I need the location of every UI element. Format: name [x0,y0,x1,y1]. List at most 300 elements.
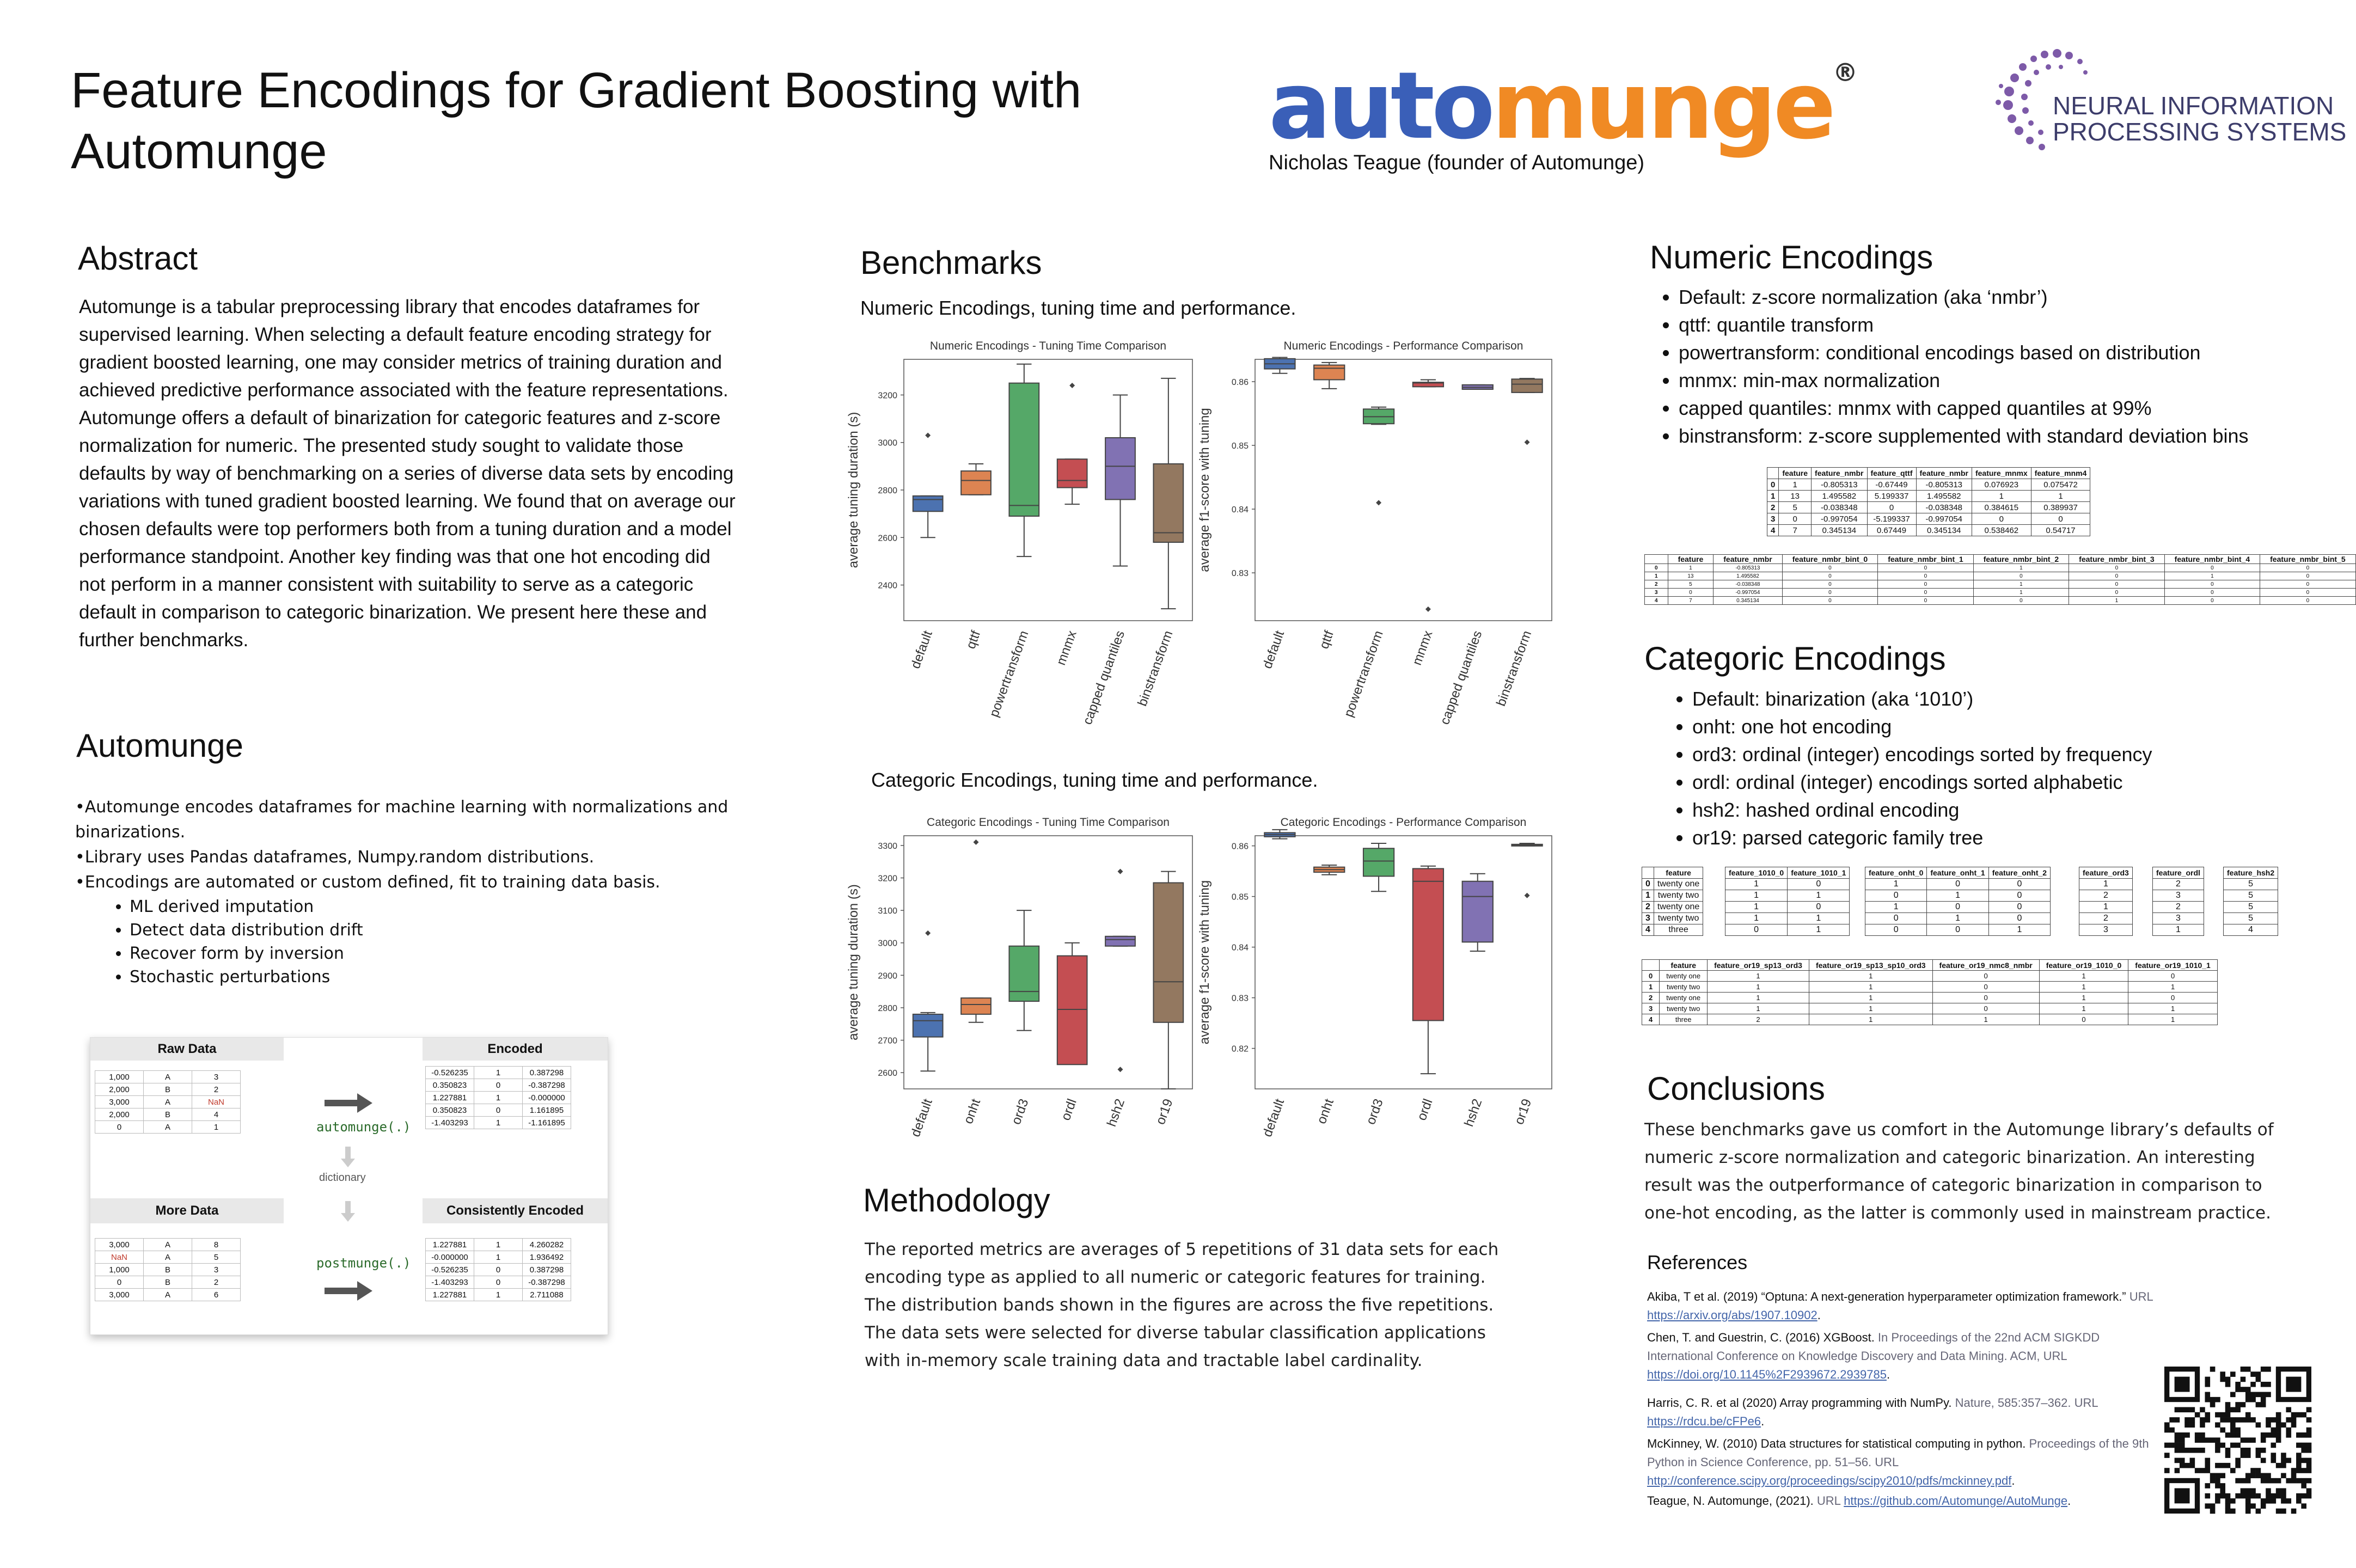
y-tick-label: 2800 [878,1003,897,1013]
y-tick-label: 0.83 [1231,569,1249,579]
table-cell: B [144,1276,192,1289]
encoding-demo-figure [90,1037,608,1335]
y-tick-label: 2800 [878,486,897,495]
abstract-heading: Abstract [78,240,198,277]
y-tick-label: 0.83 [1231,994,1249,1003]
outlier [1118,869,1123,874]
table-cell: 2 [2079,890,2133,902]
table-row [1642,902,1703,913]
table-cell: 1 [1788,890,1850,902]
table-cell: 0 [1927,902,1988,913]
outlier [1118,1067,1123,1072]
table-cell: 0 [1878,564,1973,572]
table-header: feature_or19_sp13_ord3 [1708,960,1809,971]
categoric-item: • Default: binarization (aka ‘1010’) [1692,685,2346,713]
outlier [1525,439,1530,445]
table-cell: 0 [1973,572,2069,580]
table-row [2079,879,2133,890]
table-cell: 2 [1708,1014,1809,1025]
categoric-item: • hsh2: hashed ordinal encoding [1692,796,2346,824]
table-cell: 2 [2079,913,2133,924]
table-cell: 2 [192,1083,241,1096]
table-cell: 0 [1788,879,1850,890]
table-cell: -0.997054 [1916,513,1972,525]
table-cell: 0 [1668,589,1714,597]
table-cell: 0.345134 [1714,597,1782,605]
numeric-item: • capped quantiles: mnmx with capped quantiles at 99% [1679,394,2348,422]
table-cell: 1 [1865,879,1927,890]
table-header: feature_onht_0 [1865,867,1927,879]
table-cell: 1 [1725,913,1788,924]
encoded-row [426,1079,571,1092]
numeric-performance-chart [1197,332,1568,746]
chart-title: Categoric Encodings - Performance Comparison [1280,816,1527,829]
raw-data-title: Raw Data [90,1038,284,1061]
table-cell: 0.350823 [426,1079,474,1092]
table-cell: 1 [1973,589,2069,597]
x-tick-label: mnmx [1054,628,1080,667]
table-cell: 0 [2164,580,2260,589]
arrow-down-icon [340,1147,356,1168]
x-tick-label: default [908,1097,935,1139]
chart-title: Numeric Encodings - Tuning Time Comparison [929,340,1167,352]
table-cell: twenty one [1660,971,1708,982]
outlier [925,930,931,936]
table-header: feature_mnm4 [2031,468,2090,479]
table-cell: -0.997054 [1714,589,1782,597]
table-row [1767,502,2090,513]
categoric-caption: Categoric Encodings, tuning time and performance. [871,769,1318,791]
table-cell: 3 [1642,1003,1660,1014]
reference-link[interactable]: https://doi.org/10.1145%2F2939672.2939785 [1647,1368,1887,1381]
outlier [974,840,979,845]
table-row [1767,491,2090,502]
encoded-table [425,1066,571,1129]
table-cell: 1 [474,1239,523,1251]
table-header: feature_nmbr_bint_1 [1878,555,1973,564]
table-row [1642,924,1703,936]
table-cell: 4 [2224,924,2278,936]
table-header [1645,555,1668,564]
numeric-table-1 [1767,467,2090,536]
encoded-row [426,1104,571,1117]
table-cell: 1 [474,1092,523,1104]
table-cell: 2 [1645,580,1668,589]
table-header: feature_1010_1 [1788,867,1850,879]
table-cell: 1 [1927,890,1988,902]
box-hsh2 [1105,869,1135,1073]
table-cell: 1 [2164,572,2260,580]
table-cell: 13 [1668,572,1714,580]
plot-frame [1255,359,1552,621]
table-cell: 2 [1767,502,1779,513]
table-cell: -0.000000 [426,1251,474,1264]
table-cell: 5 [2224,890,2278,902]
table-cell: 0 [1867,502,1916,513]
table-row [1865,902,2051,913]
y-tick-label: 2600 [878,534,897,543]
table-row [1767,513,2090,525]
table-cell: 0 [2069,572,2164,580]
table-cell: 0 [1988,879,2050,890]
table-cell: 1 [1932,1014,2039,1025]
table-cell: NaN [192,1096,241,1108]
table-cell: 1 [1788,924,1850,936]
table-cell: -0.000000 [523,1092,571,1104]
x-tick-label: capped quantiles [1437,628,1485,727]
table-header: feature_nmbr_bint_2 [1973,555,2069,564]
table-cell: -0.387298 [523,1079,571,1092]
table-cell: 1 [1988,924,2050,936]
table-cell: 1 [1725,879,1788,890]
table-cell: 0.387298 [523,1264,571,1276]
table-cell: 0 [2128,971,2218,982]
categoric-heading: Categoric Encodings [1644,640,1946,677]
box-binstransform [1153,378,1183,609]
table-cell: 4 [1642,1014,1660,1025]
table-cell: 4 [192,1108,241,1121]
raw-row [95,1121,241,1134]
table-cell: 0.075472 [2031,479,2090,491]
x-tick-label: hsh2 [1461,1097,1485,1129]
table-row [1725,890,1850,902]
table-cell: 0 [1972,513,2031,525]
table-cell: 1 [474,1289,523,1301]
x-tick-label: hsh2 [1104,1097,1128,1129]
box-onht [961,840,991,1022]
raw-row [95,1083,241,1096]
table-cell: 0 [1782,597,1877,605]
table-cell: 1 [1809,1014,1932,1025]
y-tick-label: 2900 [878,971,897,981]
box-ordl [1413,866,1443,1074]
y-tick-label: 3200 [878,391,897,401]
table-cell: 0 [1988,913,2050,924]
box-binstransform [1511,378,1542,445]
categoric-item: • or19: parsed categoric family tree [1692,824,2346,852]
table-cell: -0.038348 [1812,502,1867,513]
automunge-subitem: • ML derived imputation [130,895,729,918]
table-cell: 1 [1788,913,1850,924]
author: Nicholas Teague (founder of Automunge) [1269,151,1645,174]
table-cell: 0 [2260,589,2355,597]
box-default [913,930,943,1071]
table-cell: 1 [1642,890,1654,902]
consistent-table [425,1238,571,1301]
table-cell: 3 [1642,913,1654,924]
nips-logo-text: NEURAL INFORMATION PROCESSING SYSTEMS [2053,91,2347,146]
table-row [1645,564,2356,572]
table-cell: 0 [2164,564,2260,572]
table-row [2224,879,2278,890]
table-cell: 5 [2224,902,2278,913]
table-header: feature_or19_sp13_sp10_ord3 [1809,960,1932,971]
box-hsh2 [1462,874,1493,951]
box-qttf [961,464,991,495]
table-header: feature_nmbr [1714,555,1782,564]
table-cell: 1.936492 [523,1251,571,1264]
table-row [1642,890,1703,902]
reference-link[interactable]: http://conference.scipy.org/proceedings/scipy2010/pdfs/mckinney.pdf [1647,1474,2012,1487]
y-axis-label: average f1-score with tuning [1197,880,1212,1045]
iqr-box [961,471,991,495]
encoded-row [426,1092,571,1104]
table-cell: 0.389937 [2031,502,2090,513]
table-cell: 2,000 [95,1083,144,1096]
table-cell: 1 [1708,971,1809,982]
table-cell: A [144,1096,192,1108]
table-cell: twenty one [1654,879,1703,890]
box-qttf [1314,363,1344,389]
table-cell: three [1660,1014,1708,1025]
table-header: feature_nmbr_bint_4 [2164,555,2260,564]
y-tick-label: 3000 [878,939,897,948]
table-cell: 0 [1878,572,1973,580]
table-cell: -1.161895 [523,1117,571,1129]
reference-link[interactable]: https://github.com/Automunge/AutoMunge [1844,1494,2068,1508]
table-cell: 1.495582 [1812,491,1867,502]
automunge-item: •Library uses Pandas dataframes, Numpy.random distributions. [75,848,595,867]
table-cell: 1.227881 [426,1239,474,1251]
table-cell: 0.384615 [1972,502,2031,513]
table-cell: 1 [1708,1003,1809,1014]
table-cell: 0 [2039,1014,2128,1025]
table-cell: -0.805313 [1812,479,1867,491]
table-cell: 1 [1708,993,1809,1003]
table-row [2224,924,2278,936]
table-cell: 1 [1809,971,1932,982]
table-cell: 1 [2039,1003,2128,1014]
table-cell: A [144,1239,192,1251]
table-cell: 1 [2039,982,2128,993]
iqr-box [1009,383,1039,516]
categoric-tuning-chart [846,811,1209,1165]
table-cell: 2 [1642,993,1660,1003]
table-cell: 0 [1782,580,1877,589]
table-cell: -0.997054 [1812,513,1867,525]
box-powertransform [1363,407,1394,506]
x-tick-label: ord3 [1008,1097,1032,1127]
table-cell: 0 [2128,993,2218,1003]
methodology-text: The reported metrics are averages of 5 repetitions of 31 data sets for each encoding type as applied to all numeric or categoric features for training. The distribution bands shown in the figures are across the five repetitions. The data sets were selected for diverse tabular classification applications with in-memory scale training data and tractable label cardinality. [865,1240,1499,1370]
table-cell: 1.227881 [426,1289,474,1301]
references-heading: References [1647,1251,1748,1273]
y-tick-label: 0.85 [1231,442,1249,451]
table-cell: 0 [1779,513,1812,525]
table-header: feature_1010_0 [1725,867,1788,879]
table-cell: B [144,1083,192,1096]
table-header [1767,468,1779,479]
table-cell: 0 [1988,890,2050,902]
table-cell: 1 [192,1121,241,1134]
y-tick-label: 0.85 [1231,892,1249,902]
table-cell: 0 [474,1264,523,1276]
table-cell: three [1654,924,1703,936]
numeric-item: • mnmx: min-max normalization [1679,366,2348,394]
table-cell: 1 [2128,1003,2218,1014]
chart-title: Categoric Encodings - Tuning Time Comparison [927,816,1170,829]
automunge-call: automunge(.) [316,1119,411,1135]
table-header: feature_nmbr_bint_0 [1782,555,1877,564]
arrow-right-icon [325,1092,374,1114]
categoric-item: • ord3: ordinal (integer) encodings sorted by frequency [1692,740,2346,768]
table-header: feature_ord3 [2079,867,2133,879]
y-tick-label: 0.84 [1231,943,1249,953]
table-cell: 0 [1782,572,1877,580]
reference-link[interactable]: https://arxiv.org/abs/1907.10902 [1647,1308,1818,1322]
categoric-feature-table [1642,867,1703,936]
table-cell: 0 [1782,589,1877,597]
table-header: feature [1779,468,1812,479]
iqr-box [1153,464,1183,542]
outlier [925,433,931,438]
table-cell: 1 [1708,982,1809,993]
table-cell: 3 [2079,924,2133,936]
or19-table [1642,959,2218,1025]
more-row [95,1289,241,1301]
postmunge-call: postmunge(.) [316,1255,411,1271]
table-row [2224,890,2278,902]
table-cell: 4 [1767,525,1779,536]
table-cell: 2 [1642,902,1654,913]
y-tick-label: 3100 [878,906,897,916]
table-cell: 1 [1809,982,1932,993]
table-cell: 13 [1779,491,1812,502]
table-cell: 5.199337 [1867,491,1916,502]
consistent-row [426,1251,571,1264]
table-cell: 0 [1973,597,2069,605]
chart-title: Numeric Encodings - Performance Comparison [1283,340,1523,352]
more-row [95,1276,241,1289]
table-cell: B [144,1108,192,1121]
reference-item: Akiba, T et al. (2019) “Optuna: A next-generation hyperparameter optimization framework.” URL https://arxiv.org/abs/1907.10902. [1647,1290,2153,1322]
table-cell: 1 [1645,572,1668,580]
table-cell: -1.403293 [426,1276,474,1289]
table-cell: 6 [192,1289,241,1301]
table-row [1642,913,1703,924]
table-cell: 0 [1927,879,1988,890]
raw-row [95,1108,241,1121]
box-powertransform [1009,364,1039,556]
numeric-caption: Numeric Encodings, tuning time and performance. [860,297,1296,319]
y-tick-label: 3000 [878,438,897,448]
table-header: feature_mnmx [1972,468,2031,479]
table-cell: 1 [2079,902,2133,913]
table-row [2153,902,2204,913]
reference-link[interactable]: https://rdcu.be/cFPe6 [1647,1414,1761,1428]
table-cell: 8 [192,1239,241,1251]
iqr-box [1511,379,1542,393]
numeric-table-2 [1644,554,2356,605]
qr-code-icon[interactable] [2164,1367,2311,1514]
consistent-row [426,1239,571,1251]
table-row [2079,902,2133,913]
table-cell: 1 [2153,924,2204,936]
x-tick-label: capped quantiles [1080,628,1128,727]
binarization-table [1725,867,1850,936]
table-header: feature_or19_1010_0 [2039,960,2128,971]
table-cell: 0.350823 [426,1104,474,1117]
categoric-item: • ordl: ordinal (integer) encodings sorted alphabetic [1692,768,2346,796]
table-cell: 0 [474,1079,523,1092]
benchmarks-heading: Benchmarks [860,244,1042,281]
table-cell: 0.387298 [523,1067,571,1079]
box-default [913,433,943,538]
table-cell: 2 [192,1276,241,1289]
x-tick-label: ord3 [1363,1097,1386,1127]
iqr-box [1153,883,1183,1022]
table-row [1865,913,2051,924]
x-tick-label: mnmx [1409,628,1436,667]
table-cell: twenty two [1660,982,1708,993]
onehot-table [1865,867,2051,936]
table-cell: 0 [2164,589,2260,597]
table-cell: 1 [1725,902,1788,913]
table-row [2079,890,2133,902]
iqr-box [1462,881,1493,942]
table-cell: 2,000 [95,1108,144,1121]
table-cell: 4.260282 [523,1239,571,1251]
table-cell: 1,000 [95,1264,144,1276]
table-row [1642,993,2218,1003]
table-cell: 0 [1988,902,2050,913]
table-cell: 3 [2153,913,2204,924]
x-tick-label: binstransform [1494,628,1535,708]
table-cell: 2 [2153,879,2204,890]
box-capped-quantiles [1105,395,1135,566]
more-data-title: More Data [90,1198,284,1223]
y-axis-label: average tuning duration (s) [846,884,861,1040]
table-row [1645,589,2356,597]
table-cell: 0 [2069,589,2164,597]
table-cell: 1,000 [95,1071,144,1083]
consistent-title: Consistently Encoded [423,1198,608,1223]
table-cell: 0 [1932,993,2039,1003]
table-cell: -0.387298 [523,1276,571,1289]
table-cell: 5 [1779,502,1812,513]
iqr-box [1105,438,1135,499]
table-cell: 3 [192,1264,241,1276]
outlier [1425,607,1431,612]
outlier [1525,893,1530,898]
table-cell: 1 [2079,879,2133,890]
table-cell: 1 [2128,982,2218,993]
table-cell: 0 [1788,902,1850,913]
table-row [2224,913,2278,924]
table-cell: 1 [1767,491,1779,502]
table-cell: 1 [1972,491,2031,502]
table-cell: 0 [1878,589,1973,597]
x-tick-label: or19 [1511,1097,1535,1127]
table-cell: 7 [1668,597,1714,605]
table-cell: -0.038348 [1714,580,1782,589]
table-header: feature [1654,867,1703,879]
numeric-tuning-chart [846,332,1209,746]
table-cell: twenty two [1654,890,1703,902]
y-tick-label: 2600 [878,1069,897,1079]
table-cell: 1.495582 [1714,572,1782,580]
automunge-subitem: • Stochastic perturbations [130,965,729,989]
consistent-row [426,1276,571,1289]
reference-item: Teague, N. Automunge, (2021). URL https://github.com/Automunge/AutoMunge. [1647,1494,2071,1508]
x-tick-label: onht [1314,1097,1337,1126]
table-cell: 1 [1865,902,1927,913]
x-tick-label: ordl [1414,1097,1436,1123]
table-cell: twenty two [1660,1003,1708,1014]
table-cell: 4 [1642,924,1654,936]
numeric-item: • powertransform: conditional encodings based on distribution [1679,339,2348,366]
x-tick-label: ordl [1058,1097,1080,1123]
